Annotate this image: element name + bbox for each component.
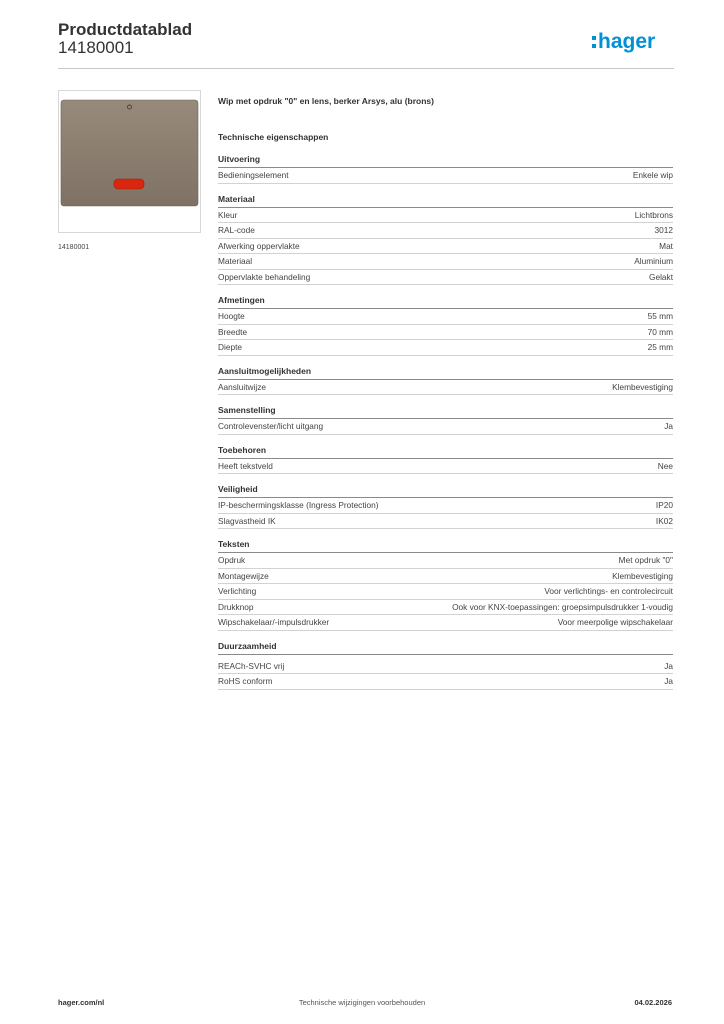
spec-row	[218, 223, 673, 239]
spec-row	[218, 309, 673, 325]
spec-value: Ja	[664, 676, 673, 686]
spec-value: 55 mm	[647, 311, 673, 321]
spec-value: Ja	[664, 421, 673, 431]
section-title: Materiaal	[218, 194, 673, 208]
spec-label: Montagewijze	[218, 570, 269, 581]
spec-value: Lichtbrons	[634, 209, 673, 220]
spec-row	[218, 584, 673, 600]
spec-label: IP-beschermingsklasse (Ingress Protection)	[218, 500, 379, 510]
spec-value: Nee	[657, 460, 673, 471]
spec-value: Ook voor KNX-toepassingen: groepsimpulsdrukker 1-voudig	[452, 601, 673, 612]
spec-row	[218, 254, 673, 270]
spec-section	[218, 405, 673, 435]
spec-label: Bedieningselement	[218, 170, 289, 180]
spec-label: Materiaal	[218, 256, 253, 266]
rocker-plate	[61, 100, 198, 206]
hager-logo	[592, 27, 672, 57]
spec-value: Gelakt	[649, 271, 673, 282]
spec-row	[218, 600, 673, 616]
spec-section	[218, 445, 673, 475]
spec-section	[218, 295, 673, 356]
spec-row	[218, 514, 673, 530]
footer-website: hager.com/nl	[58, 998, 105, 1007]
spec-row	[218, 659, 673, 675]
technical-properties-heading: Technische eigenschappen	[218, 132, 329, 142]
spec-label: Heeft tekstveld	[218, 460, 273, 471]
spec-value: 70 mm	[647, 326, 673, 337]
svg-text:hager: hager	[598, 30, 656, 53]
spec-value: Enkele wip	[632, 170, 673, 180]
spec-row	[218, 553, 673, 569]
spec-row	[218, 208, 673, 224]
spec-row	[218, 270, 673, 286]
section-title: Veiligheid	[218, 484, 673, 498]
spec-value: Klembevestiging	[612, 570, 673, 581]
spec-label: RoHS conform	[218, 676, 273, 686]
spec-section	[218, 366, 673, 396]
spec-section	[218, 484, 673, 529]
spec-row	[218, 340, 673, 356]
section-title: Uitvoering	[218, 154, 673, 168]
spec-content	[218, 96, 673, 700]
product-title: Wip met opdruk "0" en lens, berker Arsys, alu (brons)	[218, 96, 434, 106]
spec-value: Ja	[664, 660, 673, 671]
spec-section	[218, 154, 673, 184]
spec-row	[218, 239, 673, 255]
spec-value: IK02	[655, 515, 673, 526]
section-title: Samenstelling	[218, 405, 673, 419]
section-title: Toebehoren	[218, 445, 673, 459]
spec-label: Verlichting	[218, 586, 257, 596]
spec-label: Kleur	[218, 209, 238, 220]
spec-section	[218, 539, 673, 631]
spec-label: Breedte	[218, 326, 248, 337]
spec-label: Wipschakelaar/-impulsdrukker	[218, 617, 330, 627]
header-divider	[58, 68, 674, 69]
section-title: Aansluitmogelijkheden	[218, 366, 673, 380]
product-image	[58, 90, 201, 233]
spec-row	[218, 674, 673, 690]
section-title: Teksten	[218, 539, 673, 553]
spec-value: Met opdruk "0"	[618, 555, 673, 565]
spec-row	[218, 419, 673, 435]
spec-label: Slagvastheid IK	[218, 515, 276, 526]
spec-row	[218, 459, 673, 475]
spec-sections	[218, 154, 673, 690]
spec-row	[218, 168, 673, 184]
spec-label: Afwerking oppervlakte	[218, 240, 300, 251]
spec-row	[218, 380, 673, 396]
spec-section	[218, 194, 673, 286]
spec-value: Voor verlichtings- en controlecircuit	[544, 586, 673, 596]
switch-rocker-image	[59, 91, 200, 232]
spec-value: IP20	[655, 500, 673, 510]
lens-icon	[114, 179, 144, 189]
spec-value: Aluminium	[634, 256, 673, 266]
spec-label: Opdruk	[218, 555, 246, 565]
footer-date: 04.02.2026	[634, 998, 672, 1007]
spec-value: Klembevestiging	[612, 381, 673, 392]
spec-label: Oppervlakte behandeling	[218, 271, 311, 282]
page-title: Productdatablad	[58, 20, 193, 39]
spec-row	[218, 569, 673, 585]
spec-label: Drukknop	[218, 601, 254, 612]
spec-label: Aansluitwijze	[218, 381, 266, 392]
spec-value: Voor meerpolige wipschakelaar	[557, 617, 673, 627]
product-number: 14180001	[58, 38, 134, 57]
spec-section	[218, 641, 673, 690]
spec-label: REACh-SVHC vrij	[218, 660, 285, 671]
spec-label: Hoogte	[218, 311, 245, 321]
section-title: Duurzaamheid	[218, 641, 673, 655]
spec-row	[218, 498, 673, 514]
image-caption: 14180001	[58, 244, 90, 251]
footer-disclaimer: Technische wijzigingen voorbehouden	[298, 998, 426, 1007]
spec-value: 3012	[654, 225, 673, 235]
spec-label: Controlevenster/licht uitgang	[218, 421, 324, 431]
spec-row	[218, 325, 673, 341]
spec-row	[218, 615, 673, 631]
section-title: Afmetingen	[218, 295, 673, 309]
spec-label: Diepte	[218, 342, 242, 352]
spec-value: Mat	[659, 240, 673, 251]
spec-value: 25 mm	[647, 342, 673, 352]
spec-label: RAL-code	[218, 225, 255, 235]
